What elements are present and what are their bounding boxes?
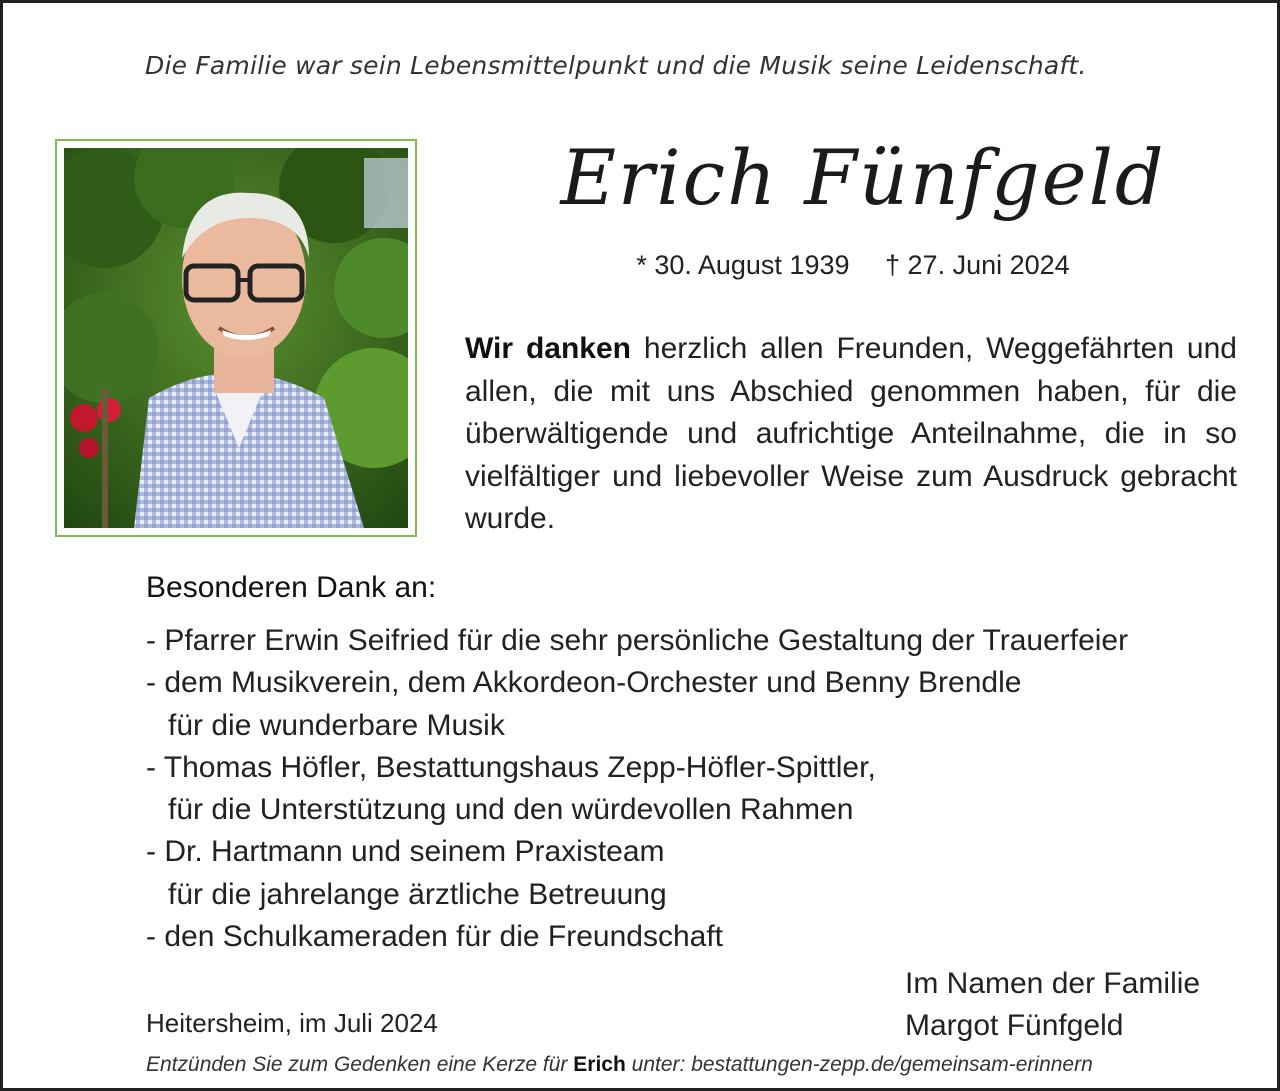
- portrait-photo: [64, 148, 408, 528]
- thanks-lead: Wir danken: [465, 332, 631, 365]
- portrait-photo-frame: [55, 139, 417, 537]
- footer-name: Erich: [573, 1053, 626, 1076]
- list-item: - Pfarrer Erwin Seifried für die sehr persönliche Gestaltung der Trauerfeier: [146, 624, 1129, 657]
- footer-text-before: Entzünden Sie zum Gedenken eine Kerze für: [146, 1053, 568, 1076]
- list-item: - dem Musikverein, dem Akkordeon-Orchester und Benny Brendle: [146, 666, 1022, 700]
- thanks-text: herzlich allen Freunden, Weggefährten und allen, die mit uns Abschied genommen haben, für die überwältigende und aufrichtige Anteilnahme, die in so vielfältiger und liebevoller Weise zum Ausdruck gebracht wurde.: [465, 332, 1237, 535]
- family-signature: [905, 963, 1200, 1047]
- life-dates: [483, 250, 1223, 281]
- thanks-paragraph: [465, 328, 1237, 541]
- list-item-continuation: für die wunderbare Musik: [168, 708, 505, 742]
- list-item: - den Schulkameraden für die Freundschaft: [146, 920, 723, 954]
- footer-text-after: unter: bestattungen-zepp.de/gemeinsam-erinnern: [631, 1053, 1093, 1076]
- list-item-continuation: für die jahrelange ärztliche Betreuung: [168, 877, 667, 911]
- list-item: - Thomas Höfler, Bestattungshaus Zepp-Höfler-Spittler,: [146, 750, 876, 784]
- death-date: † 27. Juni 2024: [885, 250, 1070, 280]
- special-thanks-heading: Besonderen Dank an:: [146, 571, 437, 604]
- memorial-candle-footer: [146, 1053, 1093, 1077]
- special-thanks-list: [146, 620, 1256, 958]
- signature-line-2: Margot Fünfgeld: [905, 1009, 1124, 1042]
- signature-line-1: Im Namen der Familie: [905, 967, 1201, 1000]
- deceased-name: Erich Fünfgeld: [560, 133, 1166, 222]
- birth-date: * 30. August 1939: [636, 250, 850, 280]
- place-and-date: Heitersheim, im Juli 2024: [146, 1008, 438, 1038]
- list-item-continuation: für die Unterstützung und den würdevollen Rahmen: [168, 793, 854, 827]
- list-item: - Dr. Hartmann und seinem Praxisteam: [146, 835, 665, 869]
- motto-text: Die Familie war sein Lebensmittelpunkt und die Musik seine Leidenschaft.: [145, 51, 1087, 80]
